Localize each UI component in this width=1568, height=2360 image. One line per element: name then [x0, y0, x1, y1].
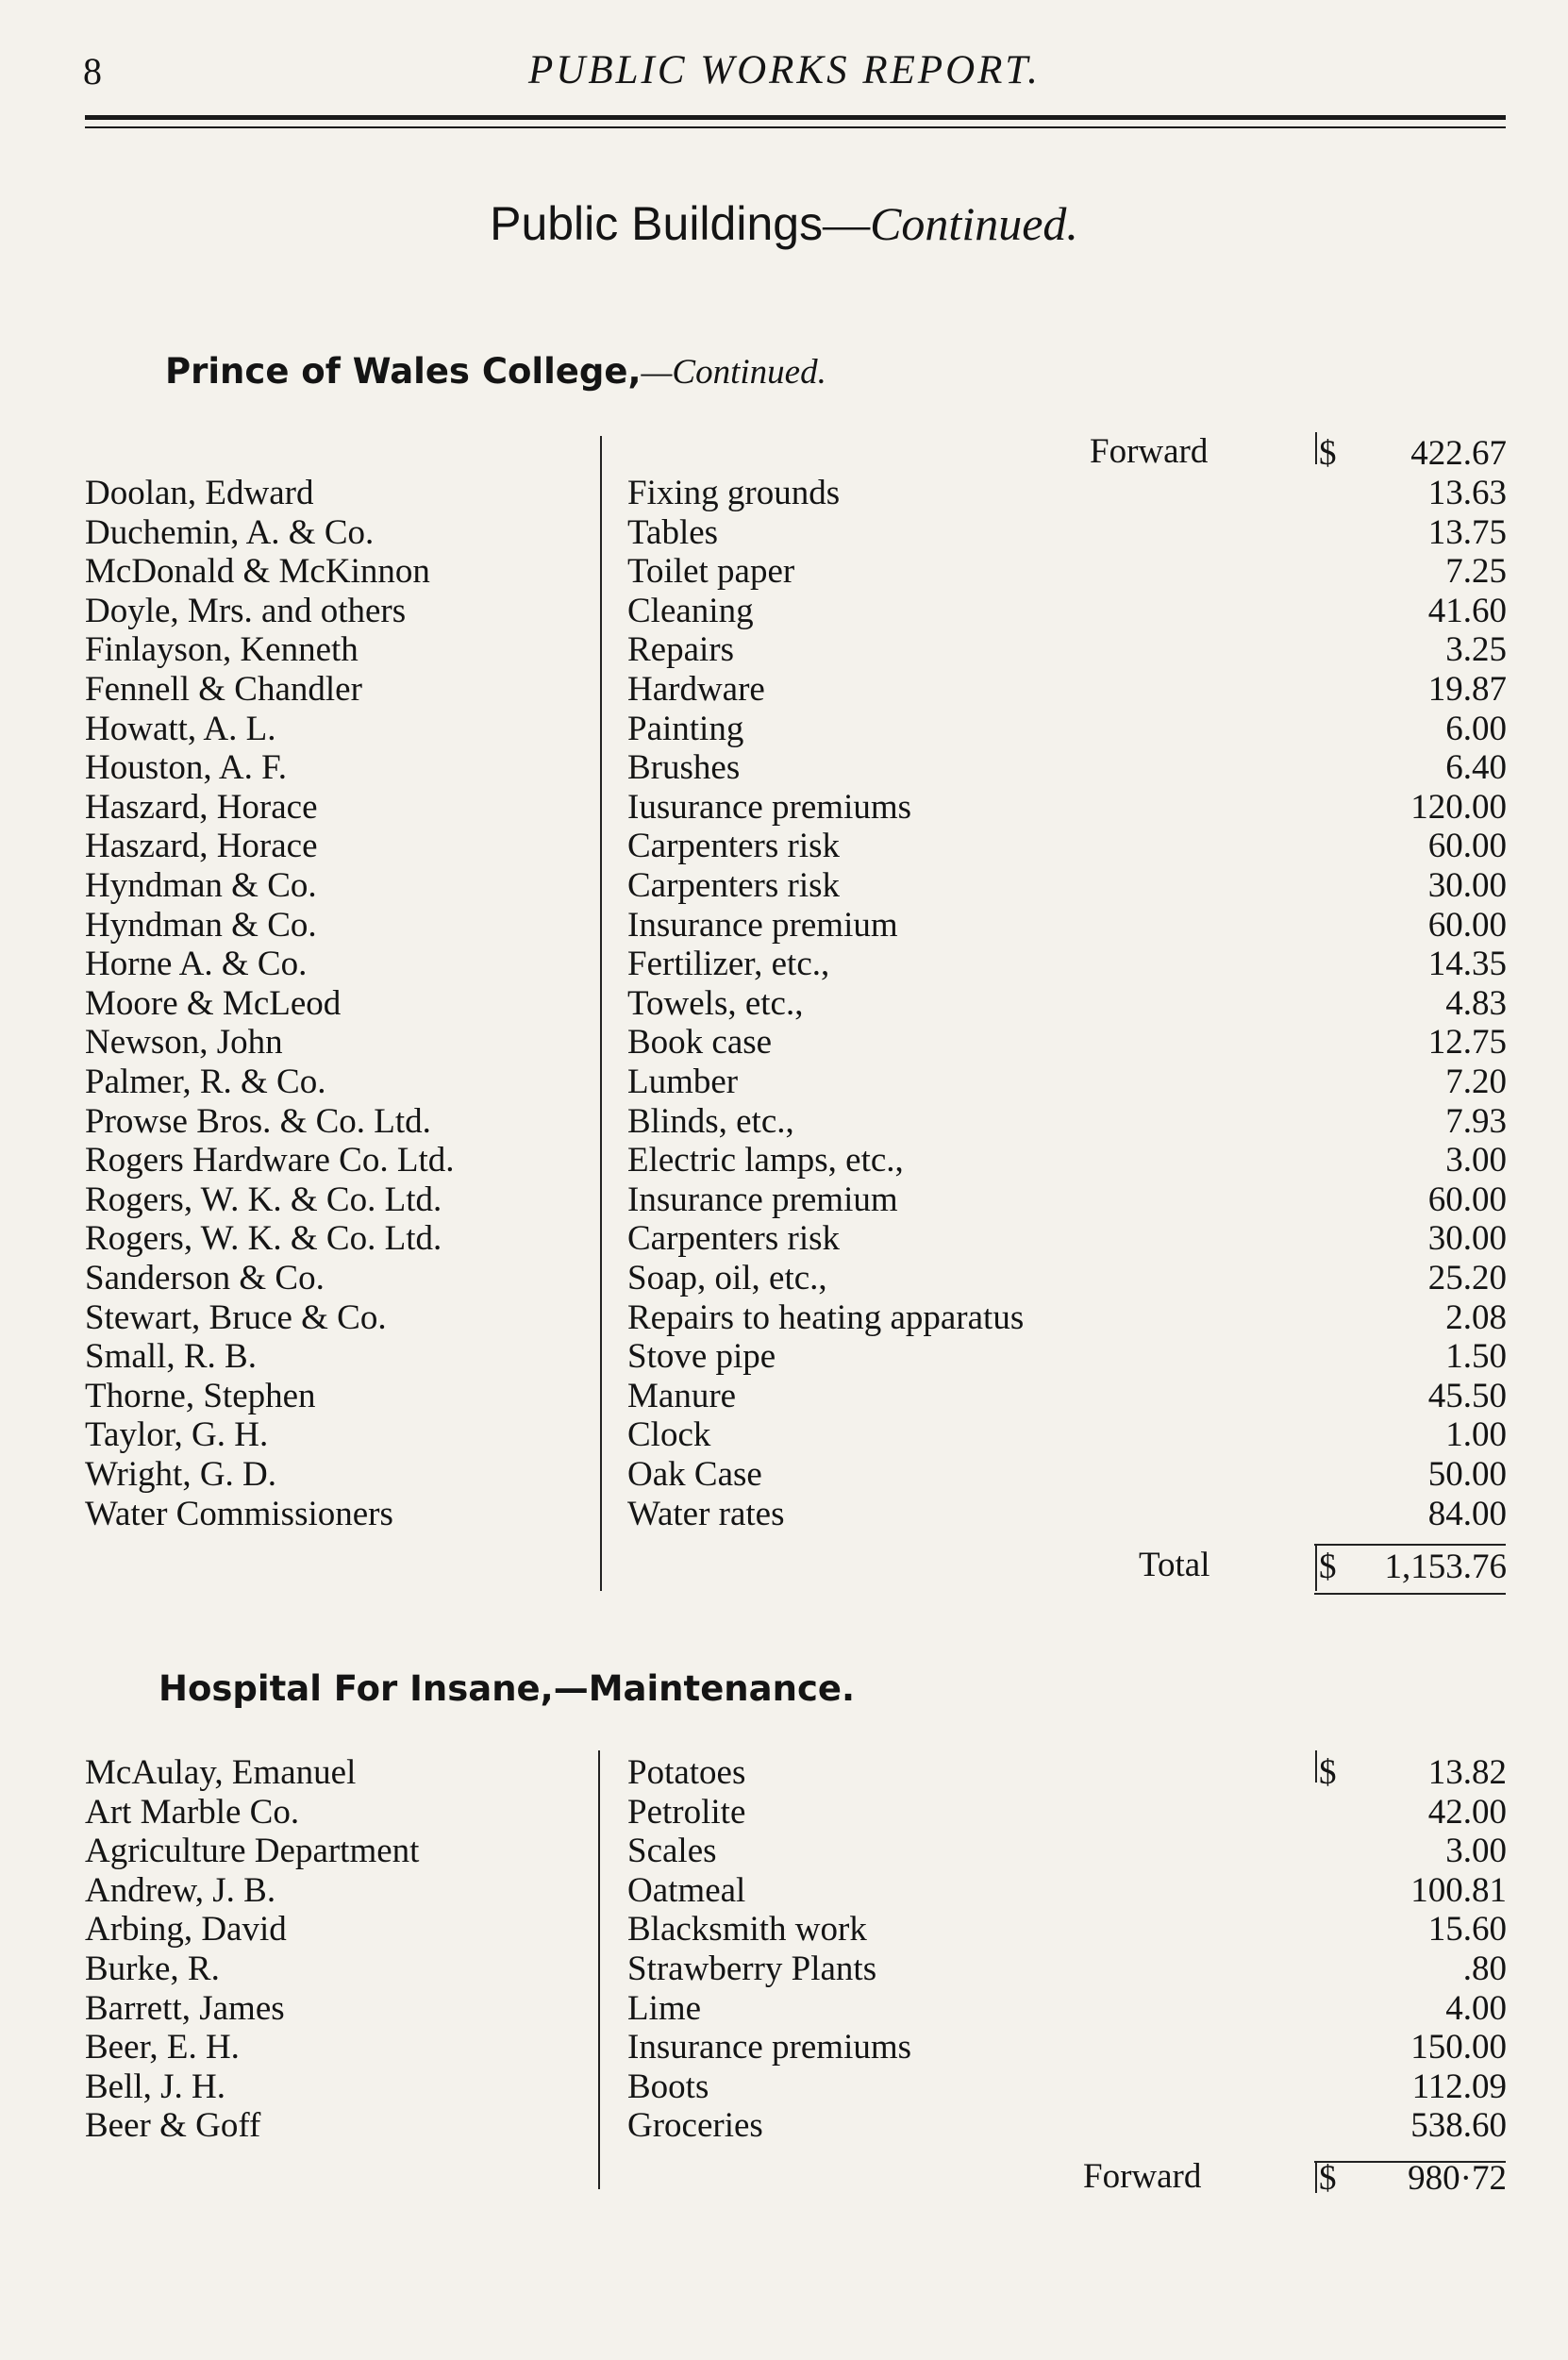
- payee-name: Prowse Bros. & Co. Ltd.: [85, 1101, 431, 1141]
- payee-name: Hyndman & Co.: [85, 866, 317, 905]
- payee-name: Haszard, Horace: [85, 827, 318, 866]
- item-description: Carpenters risk: [627, 827, 841, 866]
- amount: 15.60: [1427, 1910, 1507, 1950]
- amount: 100.81: [1410, 1870, 1507, 1910]
- payee-name: Palmer, R. & Co.: [85, 1063, 326, 1101]
- table-row: [0, 1455, 1568, 1495]
- payee-name: McDonald & McKinnon: [85, 552, 430, 592]
- payee-name: Moore & McLeod: [85, 983, 342, 1023]
- amount: 7.93: [1445, 1101, 1507, 1141]
- item-description: Painting: [627, 709, 744, 748]
- table-row: [0, 1259, 1568, 1298]
- payee-name: Hyndman & Co.: [85, 905, 317, 945]
- payee-name: Duchemin, A. & Co.: [85, 512, 375, 552]
- item-description: Insurance premium: [627, 1180, 898, 1219]
- payee-name: Barrett, James: [85, 1988, 285, 2028]
- section-heading-bold: Hospital For Insane,—Maintenance.: [158, 1668, 856, 1709]
- payee-name: Horne A. & Co.: [85, 945, 308, 984]
- payee-name: Rogers, W. K. & Co. Ltd.: [85, 1219, 442, 1259]
- table-row: [0, 552, 1568, 592]
- table-row: [0, 1023, 1568, 1063]
- payee-name: Art Marble Co.: [85, 1792, 300, 1832]
- payee-name: Doyle, Mrs. and others: [85, 591, 407, 630]
- table-row: [0, 513, 1568, 553]
- item-description: Insurance premium: [627, 905, 898, 945]
- table-row: [0, 984, 1568, 1024]
- section-heading-italic: —Continued.: [641, 353, 826, 392]
- item-description: Toilet paper: [627, 552, 795, 592]
- forward-currency: $: [1319, 434, 1337, 473]
- item-description: Carpenters risk: [627, 1219, 841, 1259]
- amount: 112.09: [1411, 2067, 1507, 2106]
- amount: 13.75: [1427, 512, 1507, 552]
- item-description: Repairs to heating apparatus: [627, 1297, 1025, 1337]
- table-row: [0, 906, 1568, 946]
- item-description: Soap, oil, etc.,: [627, 1259, 827, 1297]
- table-row: [0, 630, 1568, 670]
- item-description: Manure: [627, 1376, 737, 1415]
- payee-name: Andrew, J. B.: [85, 1870, 276, 1910]
- forward-bracket: [1315, 2161, 1317, 2193]
- header-rule-thick: [85, 115, 1506, 120]
- amount: 3.00: [1445, 1832, 1507, 1871]
- item-description: Fixing grounds: [627, 474, 841, 512]
- table-row: [0, 670, 1568, 710]
- section-heading-hospital-for-insane: [158, 1668, 855, 1710]
- amount: 7.20: [1445, 1063, 1507, 1101]
- table-row: [0, 1063, 1568, 1102]
- title-continued: Continued.: [870, 197, 1078, 250]
- amount: 13.82: [1427, 1753, 1507, 1792]
- amount: 14.35: [1427, 945, 1507, 984]
- amount: 6.40: [1445, 748, 1507, 788]
- item-description: Petrolite: [627, 1792, 746, 1832]
- item-description: Blacksmith work: [627, 1910, 867, 1950]
- table-row: [0, 1495, 1568, 1534]
- forward-label: Forward: [1083, 2157, 1202, 2196]
- total-currency: $: [1319, 1548, 1337, 1586]
- page-number: 8: [83, 50, 102, 92]
- amount: 4.83: [1445, 983, 1507, 1023]
- forward-amount: 980·72: [1408, 2159, 1507, 2198]
- section-heading-bold: Prince of Wales College,: [165, 351, 642, 392]
- table-row: [0, 2106, 1568, 2146]
- amount: 30.00: [1427, 1219, 1507, 1259]
- item-description: Repairs: [627, 630, 735, 670]
- page-title: [0, 196, 1568, 251]
- payee-name: Haszard, Horace: [85, 787, 318, 827]
- table-row: [0, 827, 1568, 866]
- item-description: Blinds, etc.,: [627, 1101, 794, 1141]
- amount: 84.00: [1427, 1494, 1507, 1533]
- payee-name: Newson, John: [85, 1023, 283, 1063]
- payee-name: Small, R. B.: [85, 1337, 257, 1377]
- table-row: [0, 1180, 1568, 1220]
- amount: 1.50: [1445, 1337, 1507, 1377]
- payee-name: Finlayson, Kenneth: [85, 630, 359, 670]
- item-description: Fertilizer, etc.,: [627, 945, 830, 984]
- item-description: Potatoes: [627, 1753, 746, 1792]
- table-row: [0, 1141, 1568, 1180]
- item-description: Oatmeal: [627, 1870, 746, 1910]
- payee-name: Beer & Goff: [85, 2106, 261, 2146]
- amount: 19.87: [1427, 670, 1507, 709]
- amount: 4.00: [1445, 1988, 1507, 2028]
- table-row: [0, 1377, 1568, 1416]
- amount: 3.25: [1445, 630, 1507, 670]
- item-description: Scales: [627, 1832, 717, 1871]
- forward-amount: 422.67: [1410, 434, 1507, 473]
- amount: 30.00: [1427, 866, 1507, 905]
- amount: 42.00: [1427, 1792, 1507, 1832]
- total-bracket: [1315, 1544, 1317, 1591]
- total-amount: 1,153.76: [1384, 1548, 1507, 1586]
- section-heading-prince-of-wales: [165, 351, 826, 393]
- amount: 6.00: [1445, 709, 1507, 748]
- amount: 7.25: [1445, 552, 1507, 592]
- item-description: Groceries: [627, 2106, 763, 2146]
- header-rule-thin: [85, 126, 1506, 128]
- amount: 150.00: [1410, 2028, 1507, 2067]
- table-row: [0, 1871, 1568, 1911]
- item-description: Stove pipe: [627, 1337, 776, 1377]
- item-description: Insurance premiums: [627, 2028, 912, 2067]
- item-description: Boots: [627, 2067, 709, 2106]
- amount: 1.00: [1445, 1415, 1507, 1455]
- payee-name: Doolan, Edward: [85, 474, 314, 512]
- item-description: Hardware: [627, 670, 765, 709]
- table-row: [0, 748, 1568, 788]
- item-description: Iusurance premiums: [627, 787, 912, 827]
- amount: 3.00: [1445, 1141, 1507, 1180]
- payee-name: Arbing, David: [85, 1910, 287, 1950]
- table-row: [0, 1298, 1568, 1338]
- table-row: [0, 945, 1568, 984]
- total-rule-top: [1314, 1544, 1506, 1546]
- table-row: [0, 1793, 1568, 1833]
- table-row: [0, 1337, 1568, 1377]
- amount: 538.60: [1410, 2106, 1507, 2146]
- payee-name: Fennell & Chandler: [85, 670, 362, 709]
- item-description: Book case: [627, 1023, 773, 1063]
- item-description: Lumber: [627, 1063, 739, 1101]
- amount: 50.00: [1427, 1455, 1507, 1494]
- item-description: Electric lamps, etc.,: [627, 1141, 904, 1180]
- total-label: Total: [1139, 1546, 1210, 1584]
- payee-name: Water Commissioners: [85, 1494, 393, 1533]
- payee-name: Bell, J. H.: [85, 2067, 226, 2106]
- payee-name: Houston, A. F.: [85, 748, 287, 788]
- item-description: Towels, etc.,: [627, 983, 804, 1023]
- table-row: [0, 1910, 1568, 1950]
- table-row: [0, 866, 1568, 906]
- table-row: [0, 788, 1568, 828]
- table-row: [0, 1102, 1568, 1142]
- amount-column-mark: [1315, 432, 1317, 464]
- total-rule-bottom: [1314, 1593, 1506, 1595]
- table-row: [0, 1753, 1568, 1793]
- table-row: [0, 592, 1568, 631]
- payee-name: Rogers Hardware Co. Ltd.: [85, 1141, 455, 1180]
- item-description: Strawberry Plants: [627, 1950, 877, 1988]
- amount: 120.00: [1410, 787, 1507, 827]
- table-row: [0, 710, 1568, 749]
- payee-name: Rogers, W. K. & Co. Ltd.: [85, 1180, 442, 1219]
- table-row: [0, 1950, 1568, 1989]
- table-row: [0, 1989, 1568, 2029]
- amount: .80: [1462, 1950, 1507, 1988]
- forward-currency: $: [1319, 2159, 1337, 2198]
- payee-name: Taylor, G. H.: [85, 1415, 269, 1455]
- table-row: [0, 1415, 1568, 1455]
- title-dash: —: [823, 197, 871, 250]
- payee-name: Agriculture Department: [85, 1832, 420, 1871]
- amount: 41.60: [1427, 591, 1507, 630]
- table-row: [0, 2067, 1568, 2107]
- amount: 25.20: [1427, 1259, 1507, 1297]
- amount: 60.00: [1427, 1180, 1507, 1219]
- payee-name: Thorne, Stephen: [85, 1376, 316, 1415]
- item-description: Oak Case: [627, 1455, 762, 1494]
- title-main: Public Buildings: [490, 197, 824, 250]
- payee-name: Beer, E. H.: [85, 2028, 240, 2067]
- running-title: PUBLIC WORKS REPORT.: [528, 48, 1041, 92]
- payee-name: Sanderson & Co.: [85, 1259, 325, 1297]
- amount: 45.50: [1427, 1376, 1507, 1415]
- item-description: Lime: [627, 1988, 702, 2028]
- table-row: [0, 2028, 1568, 2067]
- amount: 60.00: [1427, 827, 1507, 866]
- item-description: Carpenters risk: [627, 866, 841, 905]
- first-currency: $: [1319, 1753, 1337, 1792]
- item-description: Cleaning: [627, 591, 754, 630]
- amount: 12.75: [1427, 1023, 1507, 1063]
- payee-name: Howatt, A. L.: [85, 709, 276, 748]
- item-description: Tables: [627, 512, 719, 552]
- table-row: [0, 474, 1568, 513]
- forward-label: Forward: [1090, 432, 1209, 471]
- amount: 2.08: [1445, 1297, 1507, 1337]
- amount: 13.63: [1427, 474, 1507, 512]
- table-row: [0, 1832, 1568, 1871]
- table-row: [0, 1219, 1568, 1259]
- payee-name: Burke, R.: [85, 1950, 220, 1988]
- item-description: Clock: [627, 1415, 711, 1455]
- item-description: Brushes: [627, 748, 741, 788]
- payee-name: Stewart, Bruce & Co.: [85, 1297, 387, 1337]
- payee-name: Wright, G. D.: [85, 1455, 277, 1494]
- payee-name: McAulay, Emanuel: [85, 1753, 357, 1792]
- item-description: Water rates: [627, 1494, 785, 1533]
- amount: 60.00: [1427, 905, 1507, 945]
